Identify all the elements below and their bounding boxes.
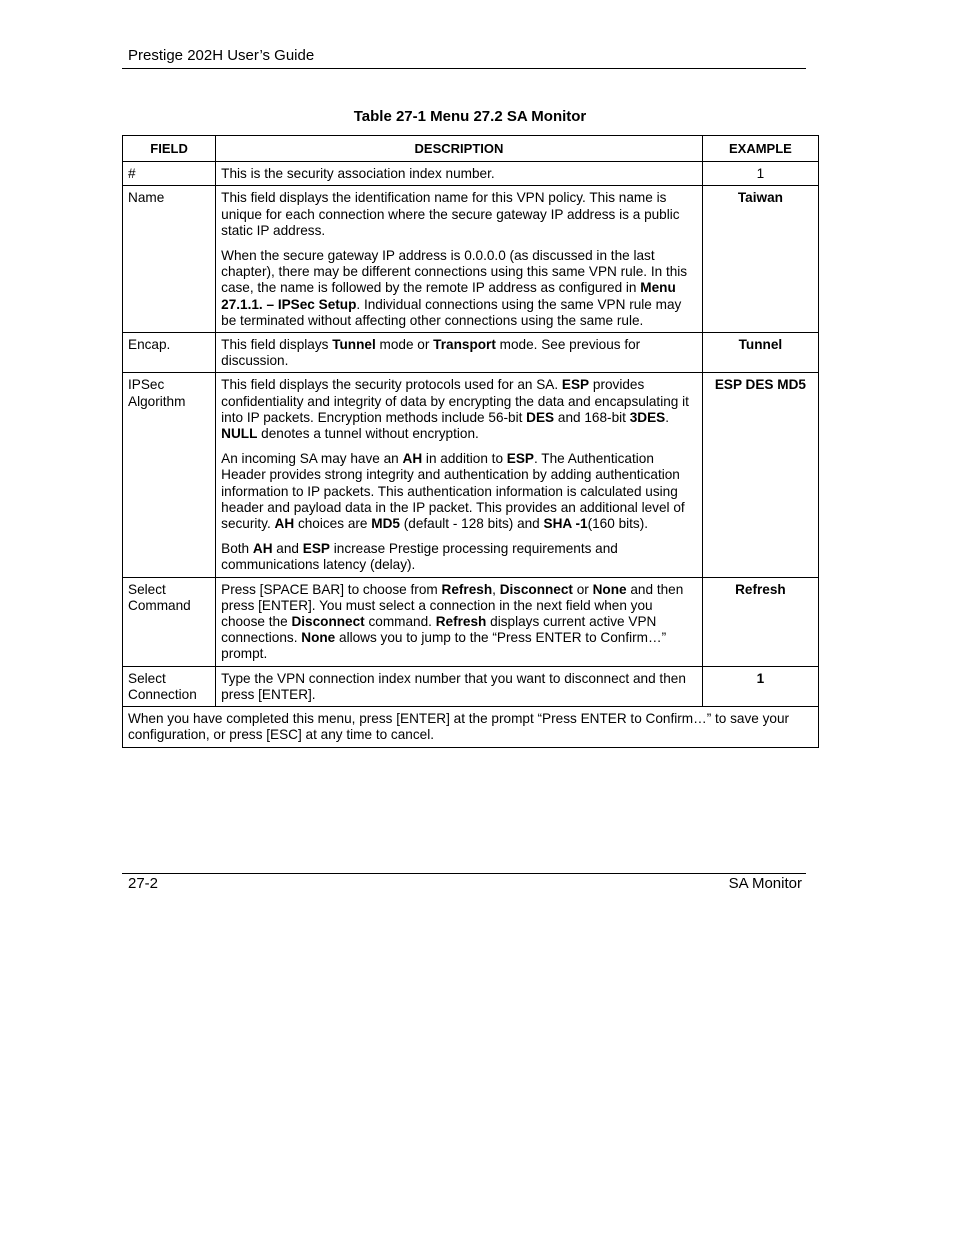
header-divider [122,68,806,69]
bold-term: Tunnel [332,337,376,353]
example-cell: Refresh [702,577,818,666]
bold-term: Transport [433,337,496,353]
bold-term: ESP [302,541,330,557]
page-number: 27-2 [128,875,159,892]
table-footnote: When you have completed this menu, press [ENTER] at the prompt “Press ENTER to Confirm…” to save your configuration, or press [ESC] at any time to cancel. [123,707,819,747]
bold-term: AH [274,516,295,532]
description-text: This field displays the identification name for this VPN policy. This name is unique for each connection where the secure gateway IP address is a public static IP address. [221,190,680,238]
column-header-description: DESCRIPTION [216,136,703,162]
description-text: , [492,581,500,597]
bold-term: DES [526,409,555,425]
description-text: and [272,541,303,557]
bold-term: None [592,581,627,597]
bold-term: ESP [506,451,534,467]
description-text: and then press [ENTER]. You must select a connection in the next field when you choose the [221,581,684,630]
description-cell [216,666,703,706]
description-text: This field displays [221,337,333,353]
field-cell: # [123,162,216,186]
description-text: . [665,409,669,425]
bold-term: SHA -1 [543,516,588,532]
description-cell [216,186,703,333]
description-text: . Individual connections using the same VPN rule may be terminated without affecting other connections using the same rule. [221,296,682,328]
table-row [123,186,819,333]
bold-term: Refresh [435,614,487,630]
description-text: (default - 128 bits) and [399,516,544,532]
example-cell: 1 [702,162,818,186]
bold-term: MD5 [371,516,400,532]
description-cell [216,373,703,577]
table-body [123,162,819,747]
description-paragraph [221,582,697,663]
description-paragraph [221,190,697,239]
description-text: allows you to jump to the “Press ENTER to Confirm…” prompt. [221,630,667,662]
field-cell: Name [123,186,216,333]
bold-term: 3DES [629,409,666,425]
description-text: mode or [375,337,434,353]
description-text: choices are [294,516,372,532]
table-footnote-row [123,707,819,747]
description-paragraph [221,451,697,532]
description-text: When the secure gateway IP address is 0.0.0.0 (as discussed in the last chapter), there may be different connections using this same VPN rule. In this case, the name is followed by the remote IP address as configured in [221,248,688,296]
description-text: increase Prestige processing requirements and communications latency (delay). [221,541,618,573]
example-cell: 1 [702,666,818,706]
description-text: Both [221,541,253,557]
description-cell [216,577,703,666]
field-cell: Select Command [123,577,216,666]
description-paragraph [221,166,697,182]
description-text: displays current active VPN connections. [221,614,657,646]
table-caption: Table 27-1 Menu 27.2 SA Monitor [353,108,587,125]
description-text: Type the VPN connection index number that you want to disconnect and then press [ENTER]. [221,670,686,702]
description-text: in addition to [422,451,507,467]
table-row [123,333,819,373]
table-row [123,162,819,186]
description-text: denotes a tunnel without encryption. [257,426,479,442]
table-row [123,666,819,706]
example-cell: Tunnel [702,333,818,373]
field-cell: IPSec Algorithm [123,373,216,577]
description-text: command. [364,614,436,630]
table-row [123,373,819,577]
description-paragraph [221,377,697,442]
bold-term: AH [252,541,273,557]
description-cell [216,162,703,186]
field-cell: Select Connection [123,666,216,706]
table-header-row [123,136,819,162]
bold-term: Refresh [441,581,493,597]
description-text: Press [SPACE BAR] to choose from [221,581,442,597]
column-header-field: FIELD [123,136,216,162]
description-text: or [572,581,593,597]
description-text: This field displays the security protocols used for an SA. [221,377,562,393]
description-text: An incoming SA may have an [221,451,403,467]
description-paragraph [221,248,697,329]
description-text: . The Authentication Header provides strong integrity and authentication by adding authentication information to IP packets. This authentication information is calculated using header and payload data in the IP packet. This provides an additional level of security. [221,451,685,532]
sa-monitor-table [122,135,819,748]
bold-term: Disconnect [499,581,573,597]
bold-term: None [301,630,336,646]
example-cell: ESP DES MD5 [702,373,818,577]
page-header-title: Prestige 202H User’s Guide [128,47,315,64]
table-row [123,577,819,666]
description-text: (160 bits). [587,516,649,532]
bold-term: NULL [221,426,258,442]
description-cell [216,333,703,373]
example-cell: Taiwan [702,186,818,333]
description-text: This is the security association index number. [221,166,495,182]
bold-term: AH [402,451,423,467]
bold-term: Menu 27.1.1. – IPSec Setup [221,280,676,312]
field-cell: Encap. [123,333,216,373]
bold-term: ESP [561,377,590,393]
column-header-example: EXAMPLE [702,136,818,162]
footer-divider [122,873,806,874]
bold-term: Disconnect [291,614,365,630]
description-paragraph [221,671,697,703]
description-text: mode. See previous for discussion. [221,337,641,369]
description-text: and 168-bit [554,409,630,425]
description-paragraph [221,541,697,573]
description-text: provides confidentiality and integrity of data by encrypting the data and encapsulating it into IP packets. Encryption methods include 56-bit [221,377,689,425]
description-paragraph [221,337,697,369]
footer-section-title: SA Monitor [728,875,802,892]
